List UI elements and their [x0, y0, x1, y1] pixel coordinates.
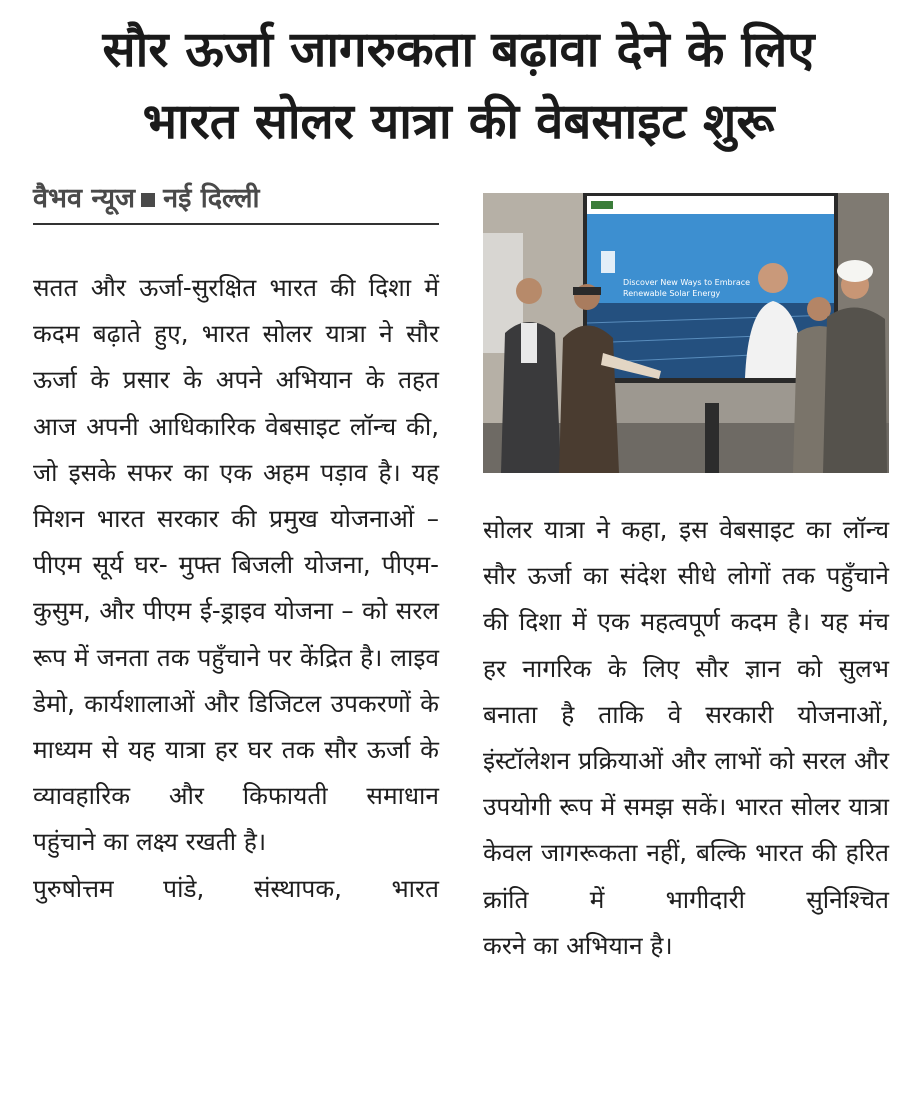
line: सोलर यात्रा ने कहा, इस वेबसाइट: [483, 515, 795, 544]
headline-line-2: भारत सोलर यात्रा की वेबसाइट शुरू: [142, 93, 775, 150]
line: का लॉन्च सौर ऊर्जा का संदेश सीधे: [483, 515, 889, 591]
line: नागरिक के लिए सौर ज्ञान को सुलभ: [522, 653, 889, 683]
article-column-left: [33, 265, 439, 912]
byline: [33, 178, 439, 225]
line: पीएम ई-ड्राइव योजना – को सरल: [142, 596, 439, 626]
line: व्यावहारिक और किफायती समाधान: [33, 781, 439, 811]
screen-headline-2: Renewable Solar Energy: [623, 289, 721, 298]
paragraph-2-start: [33, 866, 439, 912]
paragraph-1-end: [33, 819, 439, 865]
headline: [0, 14, 917, 158]
line: पहुंचाने का लक्ष्य रखती है।: [33, 827, 267, 857]
line: बनाता है ताकि वे सरकारी योजनाओं,: [483, 699, 889, 729]
paragraph-2-continued: [483, 507, 889, 923]
line: बिजली योजना, पीएम-कुसुम, और: [33, 550, 439, 626]
line: हरित क्रांति में भागीदारी सुनिश्चित: [483, 838, 889, 914]
line: यह मिशन भारत सरकार की प्रमुख: [33, 457, 440, 534]
line: सोलर यात्रा ने सौर ऊर्जा के प्रसार के: [33, 319, 439, 395]
article-photo: [483, 193, 889, 473]
line: सकें। भारत सोलर यात्रा केवल: [483, 792, 890, 868]
headline-line-1: सौर ऊर्जा जागरुकता बढ़ावा देने के लिए: [102, 21, 815, 78]
line: इंस्टॉलेशन प्रक्रियाओं और लाभों को: [483, 746, 795, 776]
photo-illustration: [483, 193, 889, 473]
line: इसके सफर का एक अहम पड़ाव है।: [68, 457, 401, 487]
line: अपने अभियान के तहत आज अपनी: [33, 365, 440, 441]
line: योजनाओं – पीएम सूर्य घर- मुफ्त: [33, 504, 439, 580]
paragraph-2-end: [483, 923, 889, 969]
line: यात्रा हर घर तक सौर ऊर्जा के: [164, 735, 439, 765]
line: महत्वपूर्ण कदम है। यह मंच हर: [483, 607, 889, 683]
line: रूप में जनता तक पहुँचाने पर केंद्रित: [33, 642, 353, 672]
line: जागरूकता नहीं, बल्कि भारत की: [540, 838, 837, 868]
square-bullet-icon: [141, 193, 155, 207]
byline-source: वैभव न्यूज: [33, 183, 136, 214]
line: लोगों तक पहुँचाने की दिशा में एक: [483, 561, 889, 637]
line: सरल और उपयोगी रूप में समझ: [483, 746, 889, 822]
byline-place: नई दिल्ली: [163, 183, 260, 214]
line: करने का अभियान है।: [483, 930, 673, 960]
paragraph-1: [33, 265, 439, 819]
screen-headline-1: Discover New Ways to Embrace: [623, 278, 751, 287]
line: पुरुषोत्तम पांडे, संस्थापक, भारत: [33, 873, 439, 903]
line: आधिकारिक वेबसाइट लॉन्च की, जो: [33, 411, 440, 487]
line: सतत और ऊर्जा-सुरक्षित भारत की: [33, 273, 356, 302]
article-column-right: [483, 507, 889, 969]
line: डिजिटल उपकरणों के माध्यम से यह: [33, 688, 439, 765]
line: दिशा में कदम बढ़ाते हुए, भारत: [33, 273, 439, 349]
line: है। लाइव डेमो, कार्यशालाओं और: [33, 642, 439, 718]
